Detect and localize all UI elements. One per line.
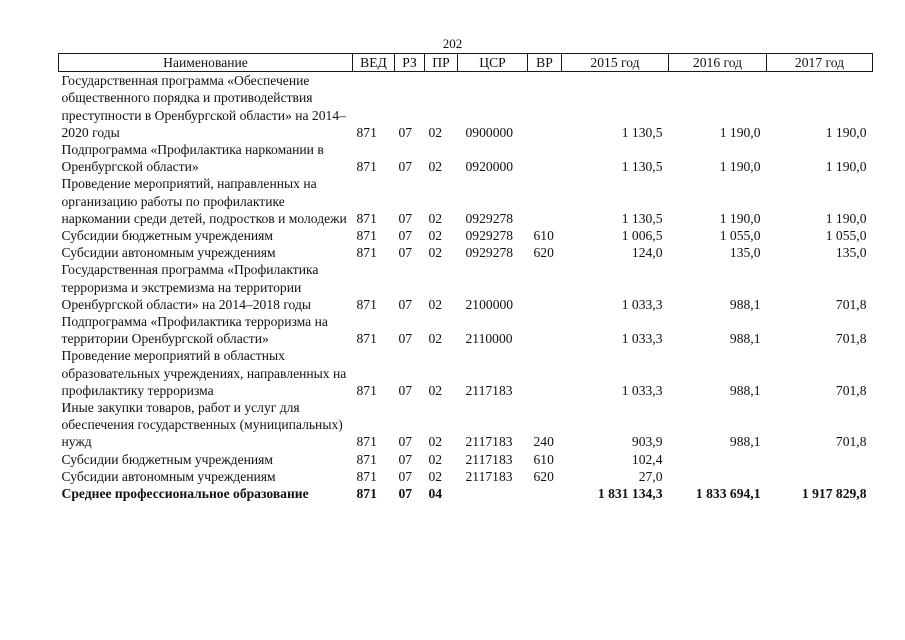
row-rz: 07: [398, 124, 413, 140]
row-2015: 1 006,5: [621, 228, 663, 244]
total-2017: 1 917 829,8: [801, 486, 867, 502]
row-pr: 02: [428, 382, 443, 398]
row-2016: 988,1: [729, 382, 761, 398]
row-rz: 07: [398, 296, 413, 312]
row-csr: 0929278: [465, 245, 514, 261]
row-2015: 1 130,5: [621, 124, 663, 140]
row-2015: 102,4: [631, 451, 663, 467]
row-ved: 871: [356, 124, 377, 140]
table-row: [59, 347, 873, 399]
row-ved: 871: [356, 228, 377, 244]
row-ved: 871: [356, 468, 377, 484]
row-pr: 02: [428, 296, 443, 312]
row-rz: 07: [398, 468, 413, 484]
table-row: [59, 261, 873, 313]
row-2016: [669, 451, 767, 468]
row-name: Иные закупки товаров, работ и услуг для обеспечения государственных (муниципальных) нужд: [61, 400, 343, 450]
row-2015: 124,0: [631, 245, 663, 261]
total-ved: 871: [356, 486, 377, 502]
row-csr: 2117183: [465, 451, 513, 467]
header-rz: РЗ: [395, 54, 425, 72]
row-2017: [767, 451, 873, 468]
row-csr: 2100000: [465, 296, 514, 312]
row-2015: 27,0: [638, 468, 663, 484]
header-pr: ПР: [425, 54, 458, 72]
row-2017: 1 190,0: [825, 159, 867, 175]
row-2015: 1 033,3: [621, 331, 663, 347]
row-vr: [528, 175, 562, 227]
row-vr: [528, 261, 562, 313]
row-ved: 871: [356, 159, 377, 175]
header-csr: ЦСР: [458, 54, 528, 72]
row-pr: 02: [428, 434, 443, 450]
row-name: Проведение мероприятий в областных образовательных учреждениях, направленных на профилактику терроризма: [61, 348, 347, 398]
table-row: [59, 468, 873, 485]
row-2017: 1 190,0: [825, 124, 867, 140]
row-vr: [528, 72, 562, 141]
row-ved: 871: [356, 331, 377, 347]
row-2016: [669, 468, 767, 485]
row-2017: 1 055,0: [825, 228, 867, 244]
row-2017: 135,0: [835, 245, 867, 261]
row-csr: 0929278: [465, 228, 514, 244]
row-rz: 07: [398, 245, 413, 261]
header-vr: ВР: [528, 54, 562, 72]
row-pr: 02: [428, 245, 443, 261]
row-name: Субсидии бюджетным учреждениям: [61, 451, 274, 467]
total-vr: [528, 485, 562, 502]
row-ved: 871: [356, 210, 377, 226]
row-name: Субсидии бюджетным учреждениям: [61, 228, 274, 244]
row-csr: 2117183: [465, 468, 513, 484]
row-2016: 1 055,0: [719, 228, 761, 244]
total-2016: 1 833 694,1: [695, 486, 761, 502]
row-2017: 701,8: [835, 382, 867, 398]
row-csr: 2110000: [465, 331, 513, 347]
row-2015: 1 033,3: [621, 296, 663, 312]
row-rz: 07: [398, 382, 413, 398]
row-vr: 620: [533, 468, 554, 484]
row-2015: 1 130,5: [621, 210, 663, 226]
row-2016: 1 190,0: [719, 124, 761, 140]
row-name: Подпрограмма «Профилактика терроризма на территории Оренбургской области»: [61, 314, 328, 347]
row-2016: 1 190,0: [719, 210, 761, 226]
row-2015: 1 033,3: [621, 382, 663, 398]
row-2017: [767, 468, 873, 485]
row-ved: 871: [356, 245, 377, 261]
row-name: Субсидии автономным учреждениям: [61, 245, 276, 261]
row-pr: 02: [428, 124, 443, 140]
table-row: [59, 451, 873, 468]
page-number: 202: [442, 36, 463, 51]
table-row: [59, 227, 873, 244]
total-row: [59, 485, 873, 502]
row-vr: 610: [533, 228, 554, 244]
row-pr: 02: [428, 468, 443, 484]
header-name: Наименование: [59, 54, 353, 72]
table-row: [59, 313, 873, 347]
row-name: Государственная программа «Профилактика терроризма и экстремизма на территории Оренбургской области» на 2014–2018 годы: [61, 262, 319, 312]
row-vr: 620: [533, 245, 554, 261]
row-pr: 02: [428, 228, 443, 244]
total-2015: 1 831 134,3: [597, 486, 663, 502]
row-vr: [528, 313, 562, 347]
row-rz: 07: [398, 228, 413, 244]
budget-table: [58, 53, 873, 502]
total-pr: 04: [428, 486, 443, 502]
total-name: Среднее профессиональное образование: [61, 486, 309, 502]
row-ved: 871: [356, 296, 377, 312]
row-pr: 02: [428, 210, 443, 226]
row-rz: 07: [398, 331, 413, 347]
table-row: [59, 399, 873, 451]
row-2017: 701,8: [835, 331, 867, 347]
row-2015: 1 130,5: [621, 159, 663, 175]
row-csr: 2117183: [465, 434, 513, 450]
row-2016: 988,1: [729, 434, 761, 450]
header-ved: ВЕД: [353, 54, 395, 72]
row-2015: 903,9: [631, 434, 663, 450]
row-pr: 02: [428, 331, 443, 347]
row-2017: 701,8: [835, 434, 867, 450]
total-rz: 07: [398, 486, 413, 502]
header-2016: 2016 год: [669, 54, 767, 72]
table-row: [59, 244, 873, 261]
row-ved: 871: [356, 451, 377, 467]
row-vr: 610: [533, 451, 554, 467]
row-rz: 07: [398, 159, 413, 175]
row-csr: 0920000: [465, 159, 514, 175]
row-name: Государственная программа «Обеспечение общественного порядка и противодействия преступности в Оренбургской области» на 2014–2020 годы: [61, 73, 346, 140]
row-rz: 07: [398, 210, 413, 226]
table-row: [59, 141, 873, 175]
row-rz: 07: [398, 451, 413, 467]
row-2016: 988,1: [729, 296, 761, 312]
row-pr: 02: [428, 451, 443, 467]
row-rz: 07: [398, 434, 413, 450]
row-csr: 0900000: [465, 124, 514, 140]
table-header-row: [59, 54, 873, 72]
row-2016: 135,0: [729, 245, 761, 261]
row-pr: 02: [428, 159, 443, 175]
header-2015: 2015 год: [562, 54, 669, 72]
row-vr: [528, 347, 562, 399]
row-csr: 0929278: [465, 210, 514, 226]
row-vr: [528, 141, 562, 175]
table-row: [59, 72, 873, 141]
row-name: Проведение мероприятий, направленных на организацию работы по профилактике наркомании среди детей, подростков и молодежи: [61, 176, 347, 226]
row-2017: 701,8: [835, 296, 867, 312]
row-vr: 240: [533, 434, 554, 450]
total-csr: [458, 485, 528, 502]
row-2016: 1 190,0: [719, 159, 761, 175]
header-2017: 2017 год: [767, 54, 873, 72]
row-2017: 1 190,0: [825, 210, 867, 226]
table-row: [59, 175, 873, 227]
row-csr: 2117183: [465, 382, 513, 398]
row-ved: 871: [356, 382, 377, 398]
row-ved: 871: [356, 434, 377, 450]
row-2016: 988,1: [729, 331, 761, 347]
row-name: Подпрограмма «Профилактика наркомании в Оренбургской области»: [61, 142, 324, 175]
row-name: Субсидии автономным учреждениям: [61, 468, 276, 484]
